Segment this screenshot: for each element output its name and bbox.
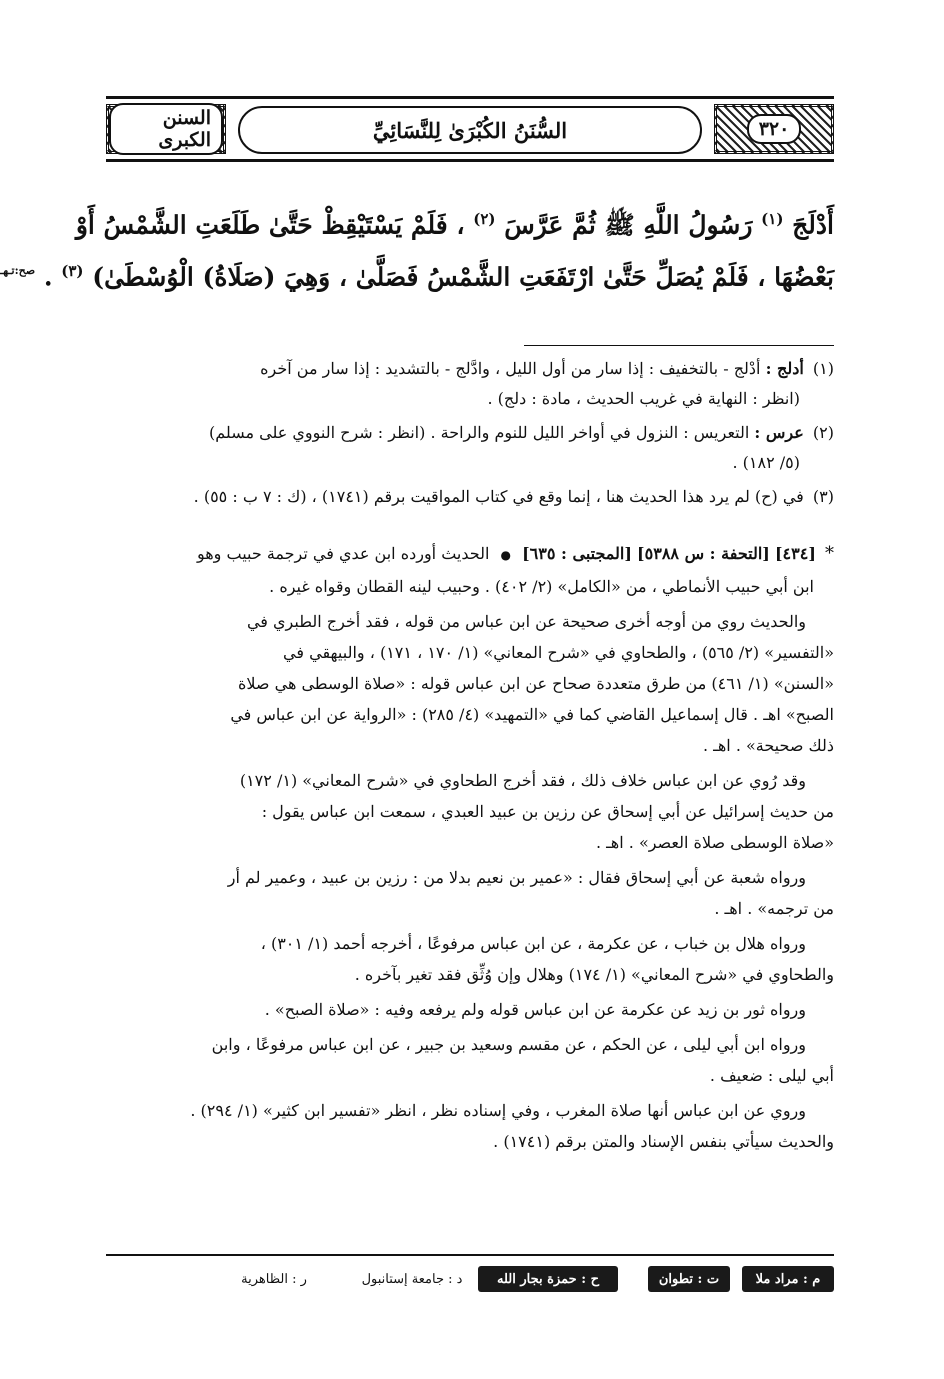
book-emblem-text: السنن الكبرى (109, 103, 223, 155)
commentary-line: والحديث سيأتي بنفس الإسناد والمتن برقم (١٧٤١) . (493, 1132, 834, 1151)
footnote-2 (106, 418, 834, 478)
footnote-number: (٢) (812, 423, 834, 442)
footnote-ref-2[interactable]: (٢) (473, 210, 496, 228)
commentary-line: من حديث إسرائيل عن أبي إسحاق عن رزين بن عبيد العبدي ، سمعت ابن عباس يقول : (261, 802, 834, 821)
footnote-separator (524, 345, 834, 346)
hadith-text-segment: بَعْضُهَا ، فَلَمْ يُصَلِّ حَتَّىٰ ارْتَفَعَتِ الشَّمْسُ فَصَلَّىٰ ، وَهِيَ (صَلَاةُ) الْوُسْطَىٰ) (92, 262, 834, 292)
footnote-text: (٥/ ١٨٢) . (732, 453, 800, 472)
marginal-note: صح:تـهـ (0, 264, 36, 278)
commentary-intro (106, 538, 834, 602)
footnotes (106, 354, 834, 516)
footnote-number: (١) (812, 359, 834, 378)
commentary-line: ورواه شعبة عن أبي إسحاق فقال : «عمير بن نعيم بدلا من : رزين بن عبيد ، وعمير لم أر (227, 868, 806, 887)
hadith-text-segment: ، فَلَمْ يَسْتَيْقِظْ حَتَّىٰ طَلَعَتِ الشَّمْسُ أَوْ (75, 210, 465, 240)
commentary-line: أبي ليلى : ضعيف . (709, 1066, 834, 1085)
hadith-text-segment: رَسُولُ اللَّهِ ﷺ ثُمَّ عَرَّسَ (504, 210, 753, 240)
page-header (106, 96, 834, 162)
commentary-line: وقد رُوي عن ابن عباس خلاف ذلك ، فقد أخرج الطحاوي في «شرح المعاني» (١/ ١٧٢) (239, 771, 806, 790)
commentary-paragraph-7 (106, 1029, 834, 1091)
title-cartouche (238, 106, 702, 154)
commentary-line (106, 538, 834, 571)
page-number-box (714, 104, 834, 154)
footnote-head: أدلج : (765, 359, 804, 378)
footnote-text: (انظر : النهاية في غريب الحديث ، مادة : دلج) . (487, 389, 800, 408)
footnote-1 (106, 354, 834, 414)
commentary-line: الصبح» اهـ . قال إسماعيل القاضي كما في «التمهيد» (٤/ ٢٨٥) : «الرواية عن ابن عباس في (230, 705, 834, 724)
star-marker: * (825, 543, 834, 564)
bullet-icon: ● (500, 548, 511, 562)
page-number: ٣٢٠ (747, 114, 802, 144)
commentary-line: «التفسير» (٢/ ٥٦٥) ، والطحاوي في «شرح المعاني» (١/ ١٧٠ ، ١٧١) ، والبيهقي في (283, 643, 834, 662)
manuscript-m: م : مراد ملا (742, 1266, 834, 1292)
commentary-line: ابن أبي حبيب الأنماطي ، من «الكامل» (٢/ ٤٠٢) . وحبيب لينه القطان وقواه غيره . (269, 577, 814, 596)
commentary-paragraph-3 (106, 765, 834, 858)
commentary-line: ورواه ثور بن زيد عن عكرمة عن ابن عباس قوله ولم يرفعه وفيه : «صلاة الصبح» . (264, 1000, 806, 1019)
commentary-line: من ترجمه» . اهـ . (714, 899, 834, 918)
commentary-paragraph-8 (106, 1095, 834, 1157)
commentary-line: ورواه ابن أبي ليلى ، عن الحكم ، عن مقسم وسعيد بن جبير ، عن ابن عباس مرفوعًا ، وابن (211, 1035, 806, 1054)
commentary-paragraph-4 (106, 862, 834, 924)
book-emblem (106, 104, 226, 154)
commentary-line: ذلك صحيحة» . اهـ . (702, 736, 834, 755)
manuscript-h: ح : حمزة بجار الله (478, 1266, 618, 1292)
footnote-number: (٣) (812, 487, 834, 506)
manuscript-d: د : جامعة إستانبول (361, 1271, 463, 1287)
manuscript-sigla (106, 1264, 834, 1294)
commentary-paragraph-6 (106, 994, 834, 1025)
commentary-paragraph-2 (106, 606, 834, 761)
hadith-text-segment: . (43, 262, 53, 292)
header-rule-top (106, 96, 834, 99)
footnote-text: أدْلج - بالتخفيف : إذا سار من أول الليل ، وادَّلج - بالتشديد : إذا سار من آخره (260, 359, 761, 378)
hadith-line-2 (0, 248, 834, 300)
hadith-text (0, 196, 834, 301)
commentary-text: الحديث أورده ابن عدي في ترجمة حبيب وهو (196, 544, 490, 563)
commentary-line: «السنن» (١/ ٤٦١) من طرق متعددة صحاح عن ابن عباس قوله : «صلاة الوسطى هي صلاة (238, 674, 834, 693)
commentary-line: ورواه هلال بن خباب ، عن عكرمة ، عن ابن عباس مرفوعًا ، أخرجه أحمد (١/ ٣٠١) ، (260, 934, 806, 953)
manuscript-t: ت : تطوان (648, 1266, 730, 1292)
footer-rule (106, 1254, 834, 1256)
commentary-line: والحديث روي من أوجه أخرى صحيحة عن ابن عباس من قوله ، فقد أخرج الطبري في (246, 612, 806, 631)
commentary-paragraph-5 (106, 928, 834, 990)
commentary-line: «صلاة الوسطى صلاة العصر» . اهـ . (595, 833, 834, 852)
book-title: السُّنَنُ الكُبْرَىٰ لِلنَّسَائِيِّ (372, 117, 568, 143)
header-rule-bottom (106, 159, 834, 162)
hadith-number: [٤٣٤] (774, 544, 816, 563)
manuscript-r: ر : الظاهرية (241, 1271, 307, 1287)
mujtaba-ref: [المجتبى : ٦٣٥] (522, 544, 632, 563)
commentary-line: وروي عن ابن عباس أنها صلاة المغرب ، وفي إسناده نظر ، انظر «تفسير ابن كثير» (١/ ٢٩٤) . (190, 1101, 806, 1120)
tuhfa-ref: [التحفة : س ٥٣٨٨] (637, 544, 770, 563)
footnote-ref-3[interactable]: (٣) (61, 262, 84, 281)
footnote-head: عرس : (754, 423, 804, 442)
hadith-text-segment: أَدْلَجَ (792, 210, 834, 240)
footnote-text: التعريس : النزول في أواخر الليل للنوم والراحة . (انظر : شرح النووي على مسلم) (209, 423, 750, 442)
hadith-line-1 (75, 196, 834, 248)
footnote-ref-1[interactable]: (١) (761, 210, 784, 228)
footnote-text: في (ح) لم يرد هذا الحديث هنا ، إنما وقع في كتاب المواقيت برقم (١٧٤١) ، (ك : ٧ ب : ٥٥) . (193, 487, 804, 506)
commentary (106, 538, 834, 1161)
footnote-3 (106, 482, 834, 512)
commentary-line: والطحاوي في «شرح المعاني» (١/ ١٧٤) وهلال وإن وُثِّق فقد تغير بآخره . (354, 965, 834, 984)
